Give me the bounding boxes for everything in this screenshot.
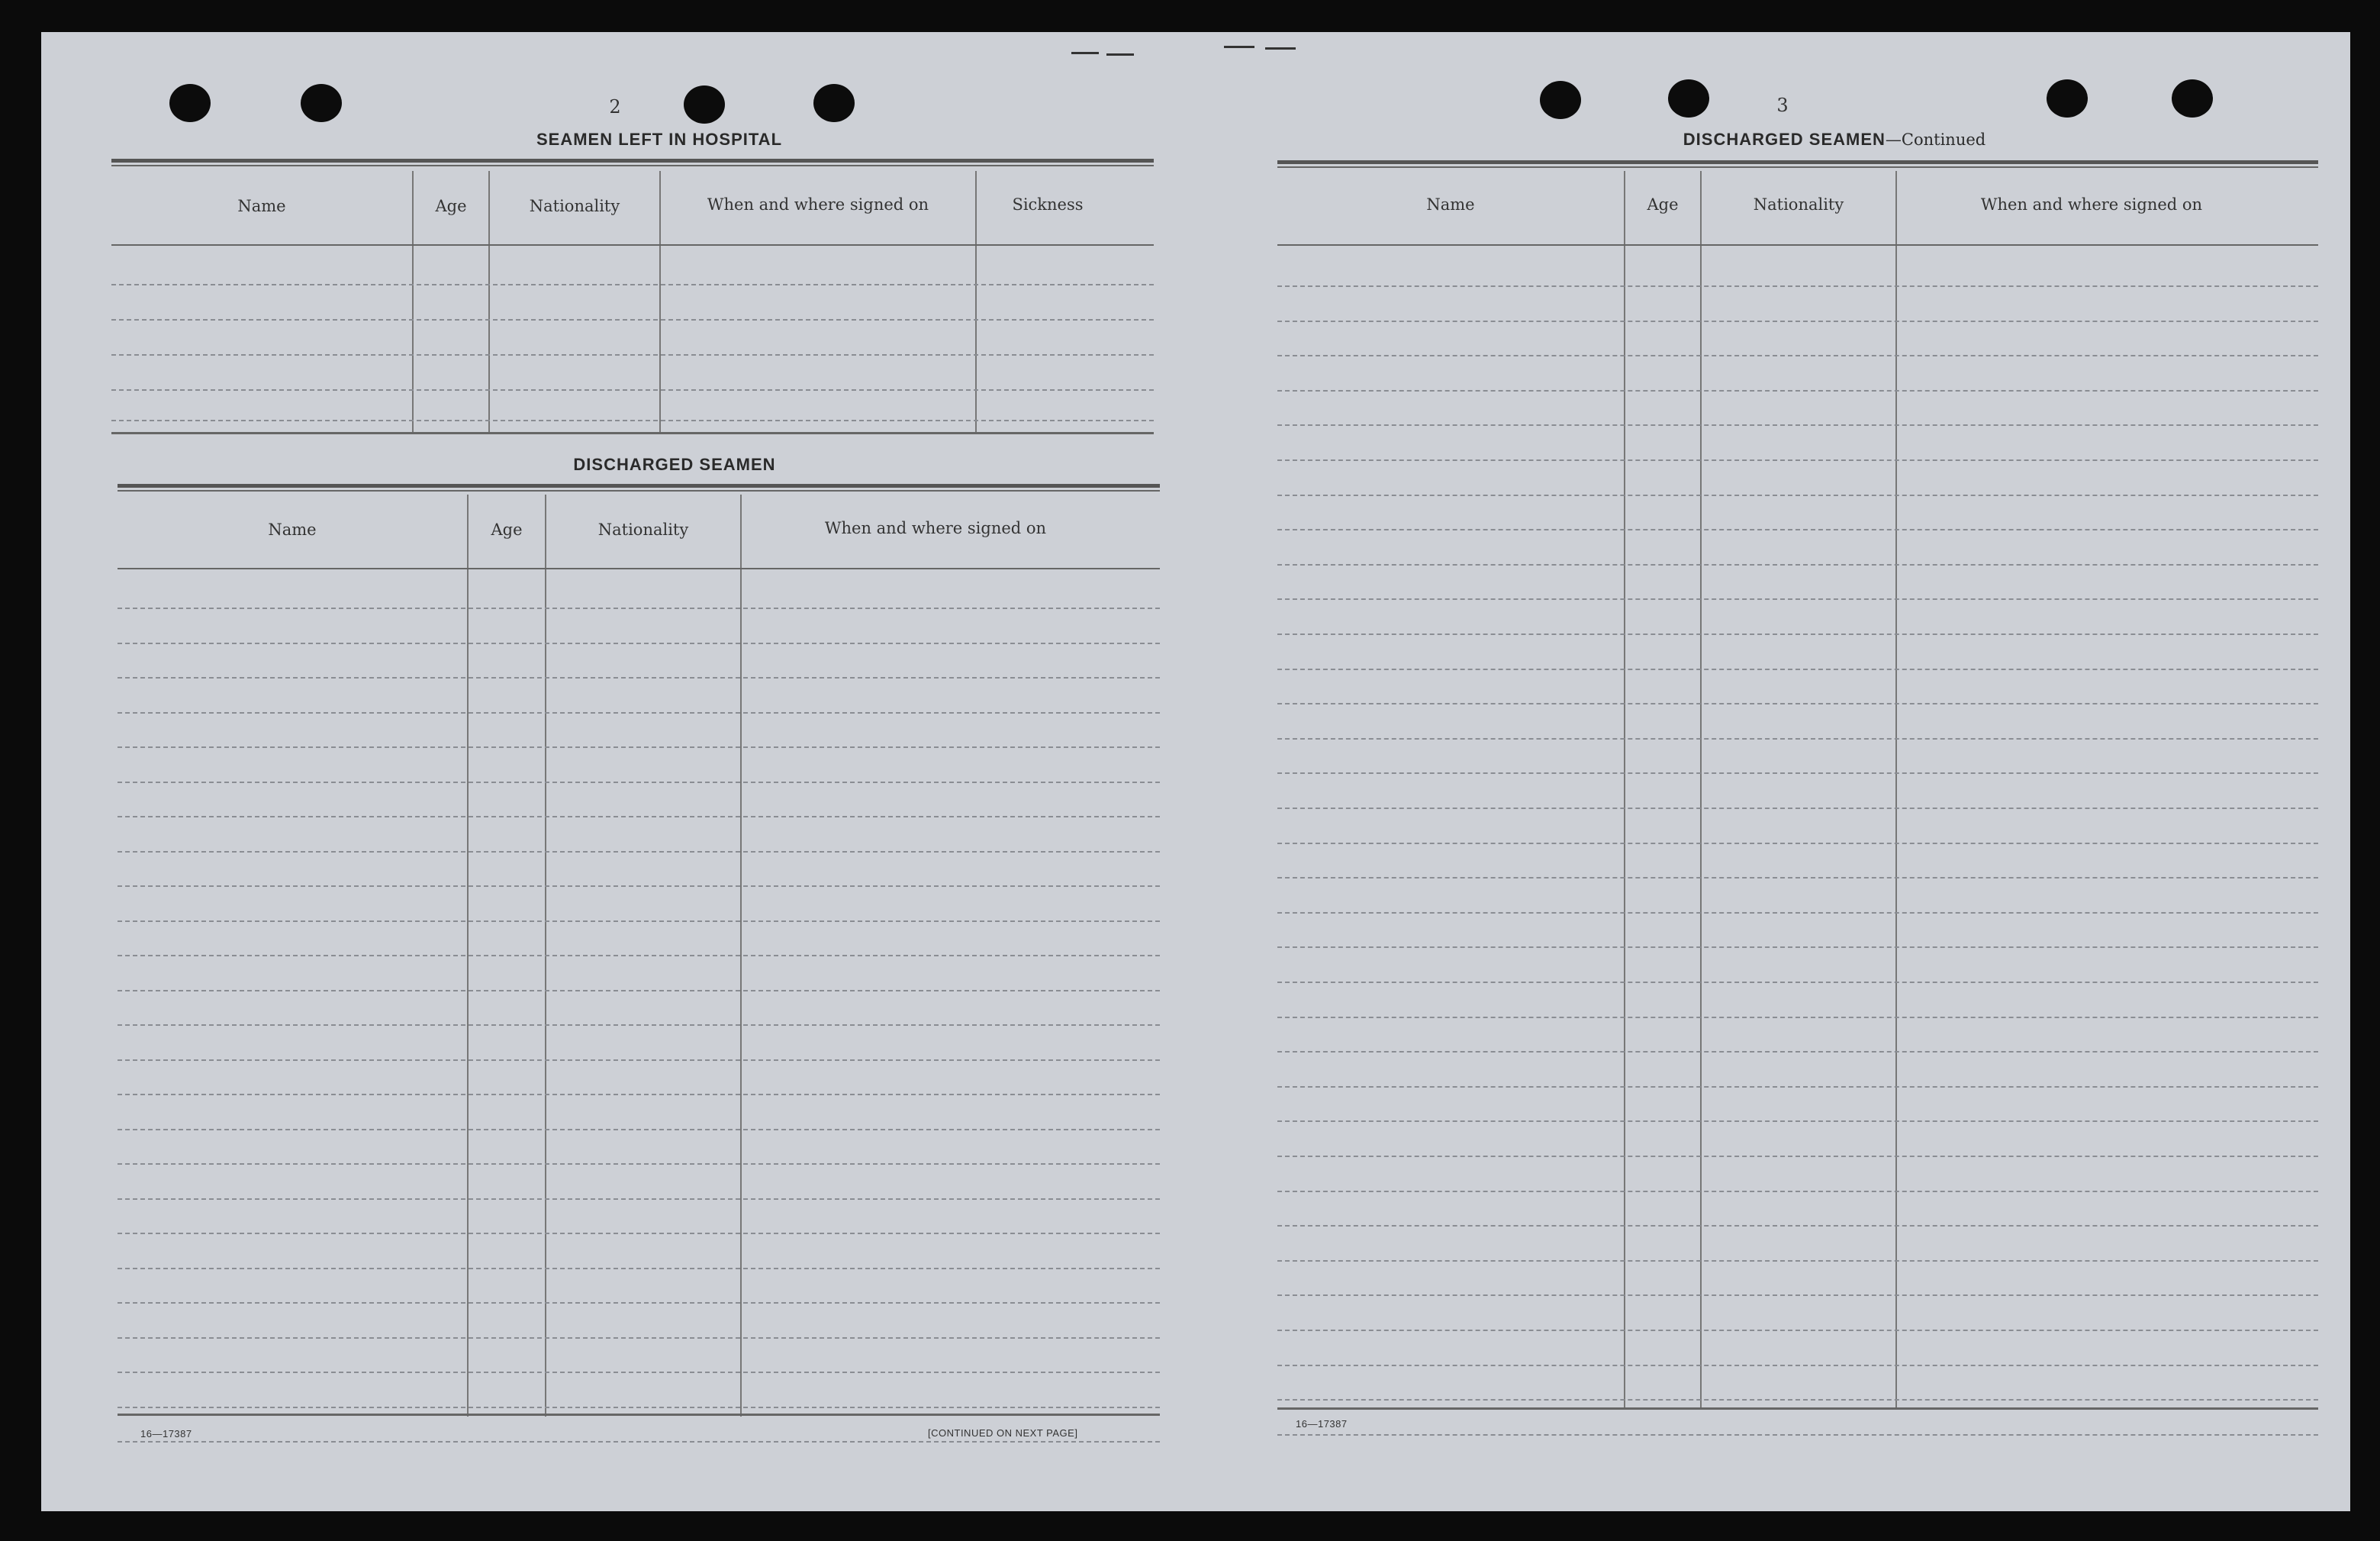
table-row (118, 1163, 1160, 1165)
table-row (1277, 843, 2318, 844)
binding-mark (1224, 46, 1254, 48)
col-header-age: Age (1647, 195, 1679, 214)
table-row (118, 608, 1160, 609)
punch-hole (684, 85, 725, 124)
table-row (1277, 1017, 2318, 1018)
discharged-table-right (1277, 171, 2318, 1415)
hospital-title-rule (111, 159, 1154, 163)
table-row (1277, 912, 2318, 914)
discharged-section-title-right (1415, 130, 2254, 150)
col-header-name: Name (237, 197, 286, 215)
col-header-name: Name (268, 521, 317, 539)
table-row (118, 1059, 1160, 1061)
table-row (118, 1094, 1160, 1095)
table-row (1277, 1260, 2318, 1262)
table-row (118, 1302, 1160, 1304)
discharged-title-text: DISCHARGED SEAMEN (1683, 130, 1886, 149)
table-row (1277, 1434, 2318, 1436)
table-row (1277, 1191, 2318, 1192)
hospital-title-text: SEAMEN LEFT IN HOSPITAL (536, 130, 783, 149)
discharged-title-rule-thin (118, 490, 1160, 492)
table-row (118, 816, 1160, 817)
continued-note: [CONTINUED ON NEXT PAGE] (928, 1427, 1078, 1439)
hospital-table (111, 171, 1154, 426)
table-bottom-rule (1277, 1407, 2318, 1410)
table-row (111, 420, 1154, 421)
col-header-nationality: Nationality (597, 521, 689, 539)
table-row (1277, 1225, 2318, 1227)
table-row (118, 1233, 1160, 1234)
column-divider (659, 171, 661, 434)
table-row (118, 1024, 1160, 1026)
column-divider (488, 171, 490, 434)
table-row (118, 955, 1160, 956)
col-header-signed-on: When and where signed on (824, 519, 1047, 537)
table-row (1277, 424, 2318, 426)
table-row (1277, 669, 2318, 670)
table-row (1277, 738, 2318, 740)
col-header-sickness: Sickness (1012, 195, 1084, 214)
table-row (1277, 598, 2318, 600)
header-underline (111, 244, 1154, 246)
table-row (118, 643, 1160, 644)
table-row (1277, 529, 2318, 530)
table-row (118, 712, 1160, 714)
table-row (118, 851, 1160, 853)
col-header-signed-on: When and where signed on (707, 195, 929, 214)
header-underline (1277, 244, 2318, 246)
column-divider (1624, 171, 1625, 1409)
table-bottom-rule (111, 432, 1154, 434)
table-row (1277, 1294, 2318, 1296)
table-row (1277, 564, 2318, 566)
discharged-title-rule (118, 484, 1160, 488)
table-row (1277, 1365, 2318, 1366)
table-row (1277, 321, 2318, 322)
col-header-nationality: Nationality (529, 197, 620, 215)
table-row (118, 1337, 1160, 1339)
continued-suffix: —Continued (1885, 131, 1986, 149)
page-number-left: 2 (609, 96, 621, 118)
form-number-left: 16—17387 (140, 1428, 192, 1439)
table-bottom-rule (118, 1414, 1160, 1416)
binding-mark (1265, 47, 1296, 50)
col-header-nationality: Nationality (1753, 195, 1844, 214)
table-row (111, 389, 1154, 391)
col-header-age: Age (491, 521, 523, 539)
header-underline (118, 568, 1160, 569)
column-divider (975, 171, 977, 434)
table-row (1277, 982, 2318, 983)
table-row (118, 677, 1160, 679)
form-number-right: 16—17387 (1296, 1418, 1348, 1430)
table-row (111, 284, 1154, 285)
column-divider (412, 171, 414, 434)
table-row (1277, 1051, 2318, 1053)
table-row (118, 782, 1160, 783)
page-number-right: 3 (1776, 95, 1789, 116)
punch-hole (1540, 81, 1581, 119)
table-row (118, 920, 1160, 922)
column-divider (1895, 171, 1897, 1409)
table-row (118, 1268, 1160, 1269)
discharged-title-text: DISCHARGED SEAMEN (573, 455, 776, 474)
table-row (1277, 633, 2318, 635)
table-row (118, 1198, 1160, 1200)
table-row (1277, 1330, 2318, 1331)
punch-hole (1668, 79, 1709, 118)
punch-hole (2047, 79, 2088, 118)
punch-hole (301, 84, 342, 122)
document-sheet (41, 32, 2350, 1511)
table-row (1277, 1086, 2318, 1088)
table-row (1277, 390, 2318, 392)
table-row (1277, 703, 2318, 704)
hospital-section-title (362, 130, 957, 150)
table-row (118, 746, 1160, 748)
table-row (1277, 495, 2318, 496)
hospital-title-rule-thin (111, 165, 1154, 166)
table-row (111, 354, 1154, 356)
table-row (1277, 1399, 2318, 1401)
discharged-table-left (118, 495, 1160, 1421)
table-row (1277, 946, 2318, 948)
table-row (1277, 1120, 2318, 1122)
table-row (118, 1407, 1160, 1408)
column-divider (1700, 171, 1702, 1409)
table-row (1277, 1156, 2318, 1157)
table-row (118, 885, 1160, 887)
table-row (118, 1372, 1160, 1373)
table-row (1277, 877, 2318, 878)
table-row (1277, 808, 2318, 809)
punch-hole (813, 84, 855, 122)
table-row (118, 1441, 1160, 1443)
table-row (118, 1129, 1160, 1130)
discharged-title-rule (1277, 160, 2318, 164)
table-row (1277, 459, 2318, 461)
discharged-section-title-left (362, 455, 987, 475)
binding-mark (1071, 52, 1099, 54)
table-row (118, 990, 1160, 991)
table-row (1277, 772, 2318, 774)
punch-hole (169, 84, 211, 122)
discharged-title-rule-thin (1277, 166, 2318, 168)
binding-mark (1106, 53, 1134, 56)
col-header-signed-on: When and where signed on (1980, 195, 2203, 214)
punch-hole (2172, 79, 2213, 118)
table-row (1277, 285, 2318, 287)
table-row (111, 319, 1154, 321)
col-header-name: Name (1426, 195, 1475, 214)
table-row (1277, 355, 2318, 356)
col-header-age: Age (435, 197, 467, 215)
